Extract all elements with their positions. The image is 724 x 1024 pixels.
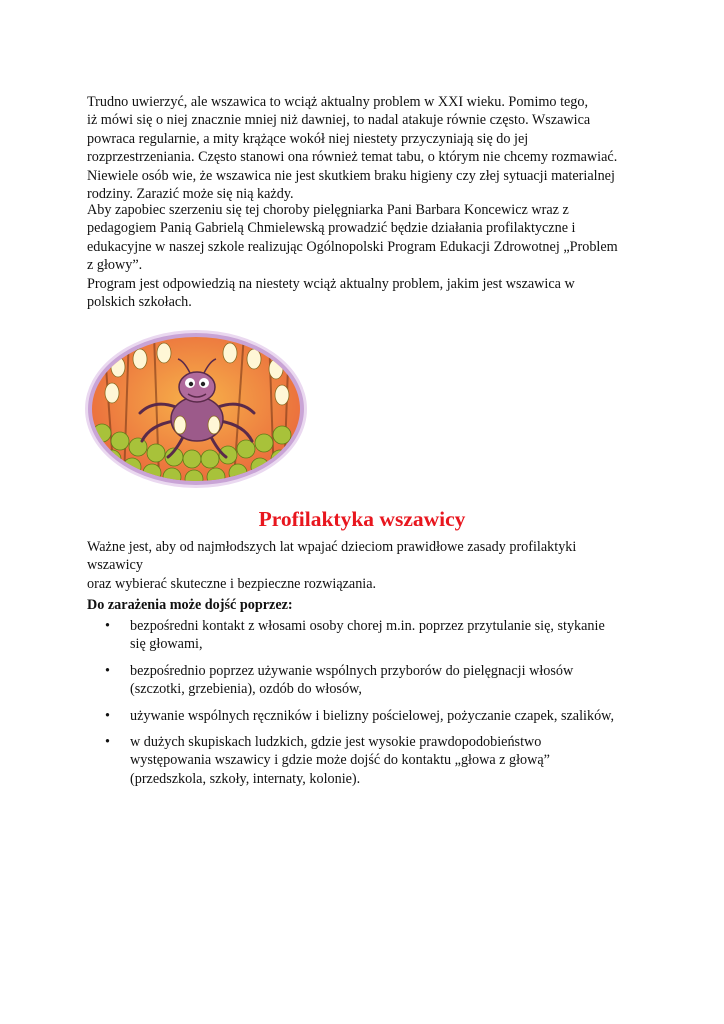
bullet-icon: • [105, 734, 110, 751]
text-line: (przedszkola, szkoły, internaty, kolonie). [130, 770, 361, 787]
text-line: rozprzestrzeniania. Często stanowi ona również temat tabu, o którym nie chcemy rozmawiać. [87, 149, 618, 166]
text-line: Program jest odpowiedzią na niestety wciąż aktualny problem, jakim jest wszawica w [87, 275, 575, 292]
text-line: Ważne jest, aby od najmłodszych lat wpajać dzieciom prawidłowe zasady profilaktyki [87, 539, 577, 555]
bullet-icon: • [105, 707, 110, 724]
text-line: Trudno uwierzyć, ale wszawica to wciąż aktualny problem w XXI wieku. Pomimo tego, [87, 94, 589, 110]
text-line: Niewiele osób wie, że wszawica nie jest skutkiem braku higieny czy złej sytuacji materialnej [87, 167, 615, 184]
list-item [105, 662, 665, 699]
text-line: bezpośredni kontakt z włosami osoby chorej m.in. poprzez przytulanie się, stykanie [130, 618, 605, 634]
bullet-icon: • [105, 662, 110, 679]
section-heading: Profilaktyka wszawicy [258, 507, 466, 531]
intro-paragraph [87, 93, 647, 203]
text-line: z głowy”. [87, 257, 143, 274]
text-line: Aby zapobiec szerzeniu się tej choroby pielęgniarka Pani Barbara Koncewicz wraz z [87, 202, 569, 218]
text-line: w dużych skupiskach ludzkich, gdzie jest wysokie prawdopodobieństwo [130, 734, 542, 751]
list-item [105, 733, 665, 788]
text-line: używanie wspólnych ręczników i bielizny pościelowej, pożyczanie czapek, szalików, [130, 707, 615, 724]
text-line: bezpośrednio poprzez używanie wspólnych przyborów do pielęgnacji włosów [130, 662, 574, 679]
text-line: edukacyjne w naszej szkole realizując Ogólnopolski Program Edukacji Zdrowotnej „Problem [87, 238, 618, 255]
text-line: (szczotki, grzebienia), ozdób do włosów, [130, 681, 362, 698]
text-line: polskich szkołach. [87, 294, 192, 311]
prevention-intro [87, 538, 647, 593]
text-line: wszawicy [87, 557, 143, 574]
text-line: pedagogiem Panią Gabrielą Chmielewską prowadzić będzie działania profilaktyczne i [87, 220, 576, 237]
list-item [105, 617, 665, 654]
list-item [105, 707, 665, 725]
text-line: się głowami, [130, 636, 203, 653]
transmission-subheading: Do zarażenia może dojść poprzez: [87, 597, 293, 613]
text-line: oraz wybierać skuteczne i bezpieczne rozwiązania. [87, 575, 377, 592]
cartoon-louse-illustration [84, 329, 308, 489]
text-line: iż mówi się o niej znacznie mniej niż dawniej, to nadal atakuje równie często. Wszawica [87, 112, 591, 129]
bullet-icon: • [105, 618, 110, 634]
program-paragraph [87, 201, 647, 311]
text-line: rodziny. Zarazić może się nią każdy. [87, 186, 294, 203]
text-line: powraca regularnie, a mity krążące wokół niej niestety przyczyniają się do jej [87, 130, 529, 147]
transmission-list [105, 617, 665, 796]
text-line: występowania wszawicy i gdzie może dojść do kontaktu „głowa z głową” [130, 752, 550, 769]
